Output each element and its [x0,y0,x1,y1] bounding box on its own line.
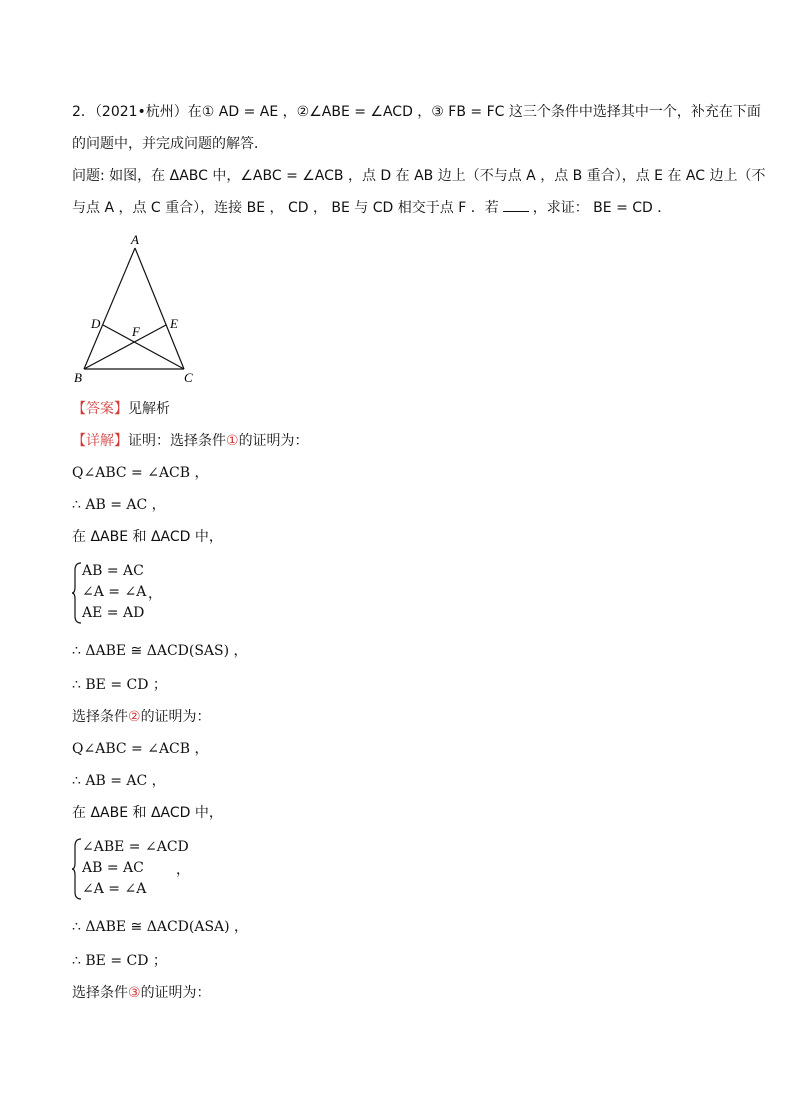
question-line-3: 问题: 如图，在 ΔABC 中，∠ABC = ∠ACB ，点 D 在 AB 边上（不与点 A ，点 B 重合），点 E 在 AC 边上（不 [72,168,766,184]
s1-step-2: ∴ AB = AC ， [72,497,166,513]
s2-intro-suffix: 的证明为： [140,709,211,725]
s2-system-row-2: AB = AC [82,860,144,876]
s1-system-row-2: ∠A = ∠A [82,584,147,600]
s2-step-3: 在 ΔABE 和 ΔACD 中， [72,805,223,821]
s2-step-1: Q∠ABC = ∠ACB ， [72,741,209,757]
s2-system-comma: ， [176,862,190,878]
condition-2-mark: ② [128,709,141,725]
question-line-1: 2．（2021•杭州）在① AD = AE ，②∠ABE = ∠ACD ，③ FB = FC 这三个条件中选择其中一个，补充在下面 [72,104,761,120]
s3-intro-suffix: 的证明为： [140,985,211,1001]
brace-icon [72,562,82,624]
label-F: F [132,324,140,339]
s1-step-3: 在 ΔABE 和 ΔACD 中， [72,529,223,545]
s1-step-1: Q∠ABC = ∠ACB ， [72,465,209,481]
detail-tag: 【详解】 [72,433,128,449]
s2-system-row-3: ∠A = ∠A [82,881,147,897]
question-line-4 [72,198,671,218]
s2-step-4: ∴ ΔABE ≅ ΔACD(ASA) ， [72,919,249,935]
s2-intro-text: 选择条件 [72,709,128,725]
s2-intro [72,707,211,727]
question-line-2: 的问题中，并完成问题的解答． [72,136,268,152]
s1-system [72,562,182,624]
s1-system-row-1: AB = AC [82,563,144,579]
triangle-figure [60,226,220,386]
segment-CD [103,325,184,369]
s1-step-5: ∴ BE = CD ； [72,677,167,693]
s3-intro [72,983,211,1003]
s1-step-4: ∴ ΔABE ≅ ΔACD(SAS) ， [72,643,248,659]
label-B: B [74,370,82,385]
answer-line [72,399,170,419]
answer-text: 见解析 [128,401,170,417]
condition-3-mark: ③ [128,985,141,1001]
s1-system-row-3: AE = AD [82,605,145,621]
s2-system [72,838,192,900]
s2-step-5: ∴ BE = CD ； [72,953,167,969]
segment-AC [135,248,184,369]
s2-system-row-1: ∠ABE = ∠ACD [82,839,189,855]
detail-intro-suffix: 的证明为： [238,433,309,449]
condition-1-mark: ① [226,433,239,449]
s3-intro-text: 选择条件 [72,985,128,1001]
s1-system-comma: ， [148,586,162,602]
detail-intro [72,431,309,451]
segment-BE [84,325,166,369]
brace-icon [72,838,82,900]
s2-step-2: ∴ AB = AC ， [72,773,166,789]
answer-blank [503,199,529,212]
question-line-4-b: ，求证： BE = CD ． [532,200,672,216]
label-C: C [184,370,193,385]
question-line-4-a: 与点 A ，点 C 重合），连接 BE ， CD ， BE 与 CD 相交于点 F ．若 [72,200,499,216]
detail-intro-text: 证明：选择条件 [128,433,226,449]
label-D: D [91,316,101,331]
label-A: A [131,232,139,247]
label-E: E [170,316,178,331]
segment-AB [84,248,135,369]
answer-tag: 【答案】 [72,401,128,417]
